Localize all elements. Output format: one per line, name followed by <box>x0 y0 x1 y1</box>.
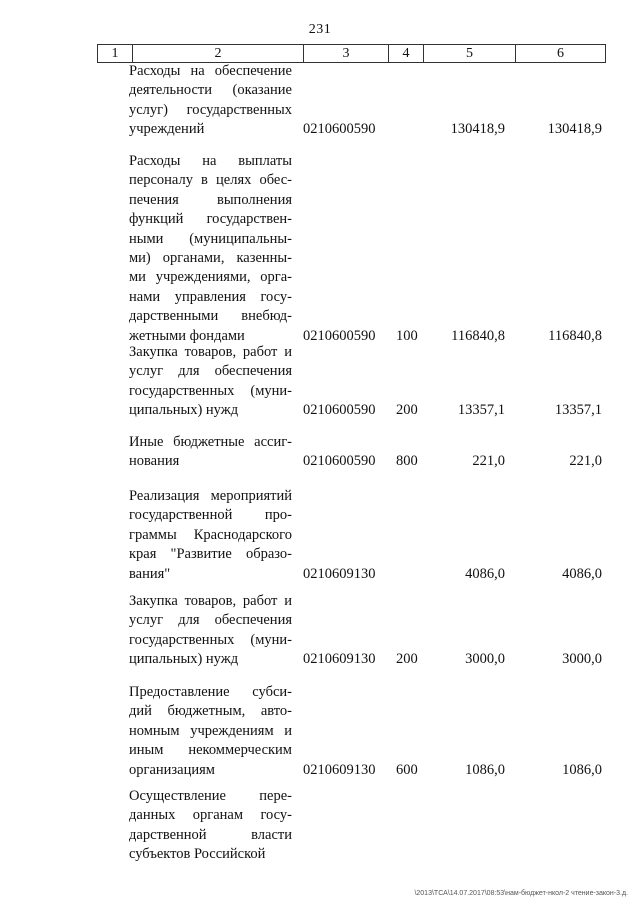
target-code: 0210600590 <box>303 327 376 344</box>
row-description <box>129 343 292 421</box>
header-col-6: 6 <box>515 45 605 62</box>
description-line: функций государствен- <box>129 211 292 228</box>
description-line: организациям <box>129 761 215 778</box>
expense-type: 100 <box>396 327 418 344</box>
description-line: Расходы на обеспечение <box>129 63 292 79</box>
description-line: ципальных) нужд <box>129 402 239 419</box>
description-line: номным учреждениям и <box>129 722 292 739</box>
row-description <box>129 487 292 584</box>
amount-col-5: 4086,0 <box>465 565 505 582</box>
description-line: ными (муниципальны- <box>129 230 292 247</box>
description-line: края "Развитие образо- <box>129 546 292 563</box>
target-code: 0210600590 <box>303 453 376 470</box>
amount-col-5: 130418,9 <box>450 121 505 138</box>
header-col-2: 2 <box>132 45 303 62</box>
description-line: граммы Краснодарского <box>129 526 292 543</box>
target-code: 0210609130 <box>303 761 376 778</box>
description-line: вания" <box>129 565 171 582</box>
header-col-4: 4 <box>388 45 423 62</box>
row-description <box>129 787 292 865</box>
description-line: ми) органами, казенны- <box>129 250 292 267</box>
expense-type: 600 <box>396 761 418 778</box>
description-line: Предоставление субси- <box>129 684 292 700</box>
description-line: Расходы на выплаты <box>129 153 292 169</box>
description-line: персоналу в целях обес- <box>129 172 292 189</box>
description-line: дарственными внебюд- <box>129 308 292 325</box>
row-description <box>129 152 292 346</box>
description-line: дарственной власти <box>129 826 292 843</box>
description-line: Иные бюджетные ассиг- <box>129 434 292 450</box>
amount-col-6: 221,0 <box>569 453 602 470</box>
description-line: учреждений <box>129 121 205 138</box>
expense-type: 800 <box>396 453 418 470</box>
header-col-5: 5 <box>423 45 515 62</box>
amount-col-6: 4086,0 <box>562 565 602 582</box>
amount-col-5: 1086,0 <box>465 761 505 778</box>
target-code: 0210609130 <box>303 565 376 582</box>
description-line: жетными фондами <box>129 327 245 344</box>
description-line: ципальных) нужд <box>129 651 239 668</box>
description-line: деятельности (оказание <box>129 82 292 99</box>
description-line: государственных (муни- <box>129 382 292 399</box>
amount-col-5: 3000,0 <box>465 651 505 668</box>
target-code: 0210600590 <box>303 402 376 419</box>
row-description <box>129 433 292 472</box>
row-description <box>129 683 292 780</box>
description-line: государственных (муни- <box>129 631 292 648</box>
description-line: услуг) государственных <box>129 101 292 118</box>
description-line: данных органам госу- <box>129 807 292 824</box>
description-line: дий бюджетным, авто- <box>129 703 292 720</box>
description-line: Закупка товаров, работ и <box>129 593 292 609</box>
row-description <box>129 592 292 670</box>
amount-col-6: 130418,9 <box>547 121 602 138</box>
expense-type: 200 <box>396 651 418 668</box>
target-code: 0210609130 <box>303 651 376 668</box>
description-line: субъектов Российской <box>129 846 266 863</box>
header-col-3: 3 <box>303 45 388 62</box>
description-line: Закупка товаров, работ и <box>129 344 292 360</box>
expense-type: 200 <box>396 402 418 419</box>
description-line: услуг для обеспечения <box>129 363 292 380</box>
description-line: иным некоммерческим <box>129 742 292 759</box>
target-code: 0210600590 <box>303 121 376 138</box>
description-line: государственной про- <box>129 507 292 524</box>
footer-path: \2013\ТСА\14.07.2017\08:53\нам-бюджет-нкол-2 чтение-закон-3.д. <box>414 890 628 897</box>
description-line: Осуществление пере- <box>129 788 292 804</box>
header-col-1: 1 <box>111 46 119 61</box>
description-line: печения выполнения <box>129 191 292 208</box>
amount-col-6: 3000,0 <box>562 651 602 668</box>
description-line: нования <box>129 453 180 470</box>
amount-col-6: 13357,1 <box>554 402 602 419</box>
description-line: услуг для обеспечения <box>129 612 292 629</box>
amount-col-6: 1086,0 <box>562 761 602 778</box>
amount-col-5: 13357,1 <box>457 402 505 419</box>
amount-col-6: 116840,8 <box>548 327 602 344</box>
amount-col-5: 116840,8 <box>451 327 505 344</box>
row-description <box>129 62 292 140</box>
description-line: нами управления госу- <box>129 288 292 305</box>
amount-col-5: 221,0 <box>472 453 505 470</box>
description-line: ми учреждениями, орга- <box>129 269 292 286</box>
description-line: Реализация мероприятий <box>129 488 292 504</box>
page-number: 231 <box>308 22 332 37</box>
